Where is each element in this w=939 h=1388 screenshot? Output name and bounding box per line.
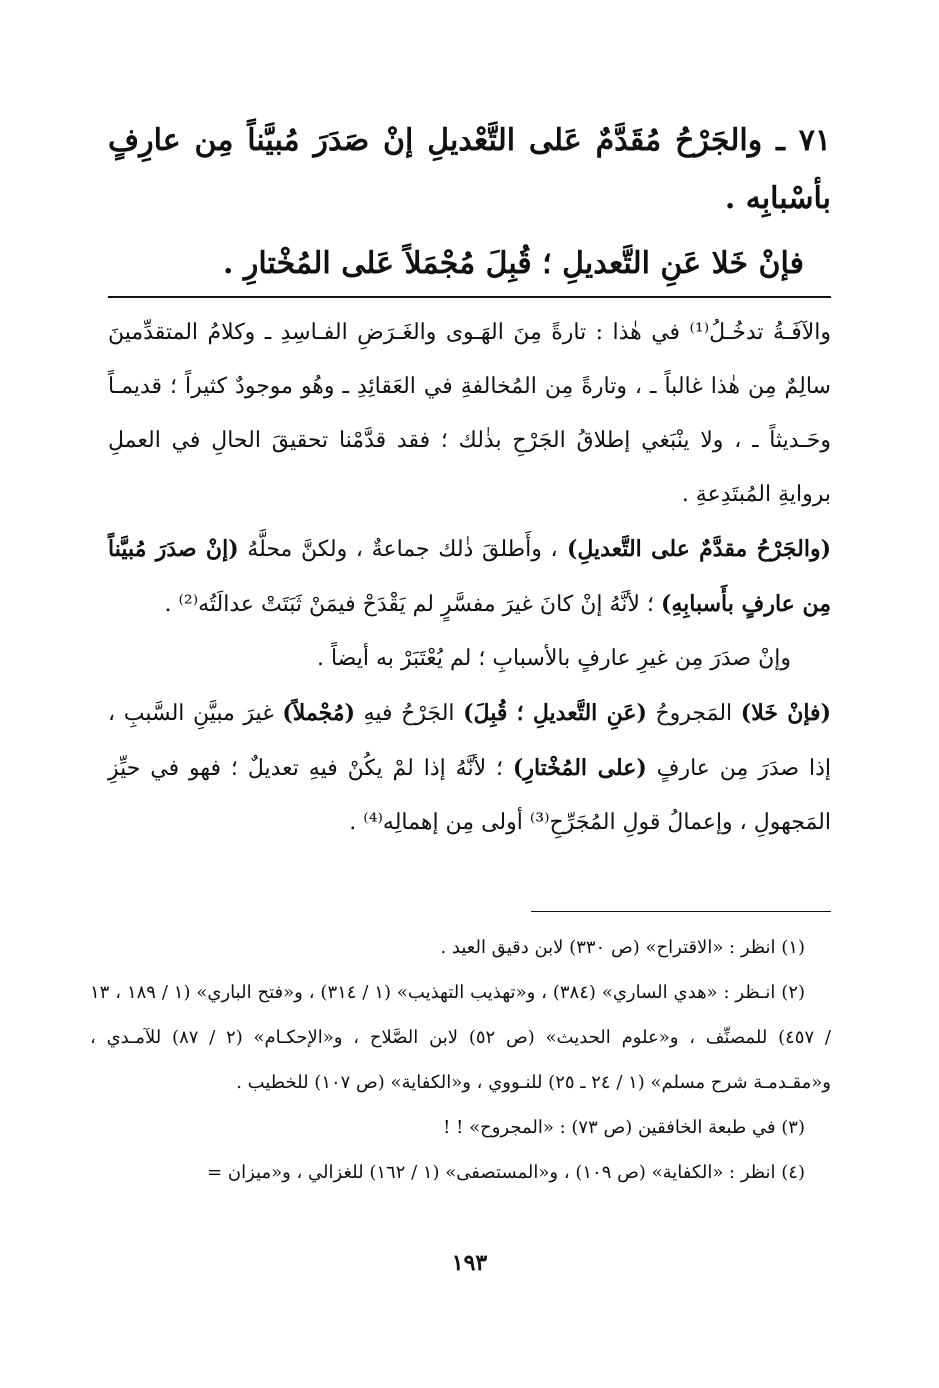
poem-divider: [108, 296, 831, 298]
sharh-text: ؛ لأنَّهُ إذا لمْ يكُنْ فيهِ تعديلٌ ؛ فهو في حيِّزِ المَجهولِ ، وإعمالُ قولِ المُجَرِّحِ⁽³⁾ أولى مِن إهمالِه⁽⁴⁾ .: [108, 756, 831, 835]
footnote-1: (١) انظر : «الاقتراح» (ص ٣٣٠) لابن دقيق العيد .: [440, 937, 805, 958]
footnote-3: (٣) في طبعة الخافقين (ص ٧٣) : «المجروح» ! !: [443, 1117, 805, 1138]
quoted-matn: (إنْ صدَرَ مُبيَّناً مِن عارفٍ بأَسبابِهِ): [108, 536, 831, 617]
quoted-matn: (فإنْ خَلا): [740, 700, 831, 726]
quoted-matn: (مُجْملاً): [282, 700, 355, 726]
poem-line-1: ٧١ ـ والجَرْحُ مُقَدَّمٌ عَلى التَّعْديلِ إنْ صَدَرَ مُبيَّناً مِن عارِفٍ بأسْبابِه .: [108, 123, 831, 216]
poem-line-2: فإنْ خَلا عَنِ التَّعديلِ ؛ قُبِلَ مُجْمَلاً عَلى المُخْتارِ .: [223, 246, 804, 281]
page-number: ١٩٣: [451, 1250, 488, 1276]
commentary-paragraph-2: [108, 522, 831, 632]
commentary-body: [108, 306, 831, 850]
commentary-paragraph-3: وإنْ صدَرَ مِن غيرِ عارفٍ بالأسبابِ ؛ لم يُعْتَبَرْ به أيضاً .: [316, 646, 791, 671]
footnote-divider: [531, 911, 831, 912]
quoted-matn: (عَنِ التَّعديلِ ؛ قُبِلَ): [463, 700, 647, 726]
sharh-text: المَجروحُ: [646, 701, 741, 726]
quoted-matn: (على المُخْتارِ): [512, 755, 647, 781]
commentary-paragraph-1: والآفَـةُ تدخُـلُ⁽¹⁾ في هٰذا : تارةً مِنَ الهَـوى والغَـرَضِ الفـاسِدِ ـ وكلامُ المتقدِّمينَ سالِمٌ مِن هٰذا غالباً ـ ، وتارةً مِن المُخالفةِ في العَقائِدِ ـ وهُو موجودٌ كثيراً ؛ قديمـاً وحَـديثاً ـ ، ولا ينْبَغي إطلاقُ الجَرْحِ بذٰلك ؛ فقد قدَّمْنا تحقيقَ الحالِ في العملِ بروايةِ المُبتَدِعةِ .: [108, 320, 831, 507]
sharh-text: ، وأَطلقَ ذٰلك جماعةٌ ، ولكنَّ محلَّهُ: [238, 537, 558, 562]
footnote-2: (٢) انـظر : «هدي الساري» (٣٨٤) ، و«تهذيب التهذيب» (١ / ٣١٤) ، و«فتح الباري» (١ / ١٨٩ ، ١٣ / ٤٥٧) للمصنِّف ، و«علوم الحديث» (ص ٥٢) لابن الصَّلاح ، و«الإحكـام» (٢ / ٨٧) للآمـدي ، و«مقـدمـة شرح مسلم» (١ / ٢٤ ـ ٢٥) للنـووي ، و«الكفاية» (ص ١٠٧) للخطيب .: [90, 982, 831, 1093]
sharh-text: الجَرْحُ فيهِ: [354, 701, 464, 726]
footnote-4: (٤) انظر : «الكفاية» (ص ١٠٩) ، و«المستصفى» (١ / ١٦٢) للغزالي ، و«ميزان =: [207, 1162, 805, 1183]
sharh-text: غيرَ مبيَّنِ السَّببِ ، إذا صدَرَ مِن عارفٍ: [108, 701, 831, 781]
sharh-text: ؛ لأنَّهُ إنْ كانَ غيرَ مفسَّرٍ لم يَقْدَحْ فيمَنْ ثَبَتَتْ عدالَتُه⁽²⁾ .: [164, 592, 661, 617]
footnotes: [90, 925, 831, 1195]
quoted-matn: (والجَرْحُ مقدَّمٌ على التَّعديلِ): [557, 536, 831, 562]
commentary-paragraph-4: [108, 686, 831, 850]
